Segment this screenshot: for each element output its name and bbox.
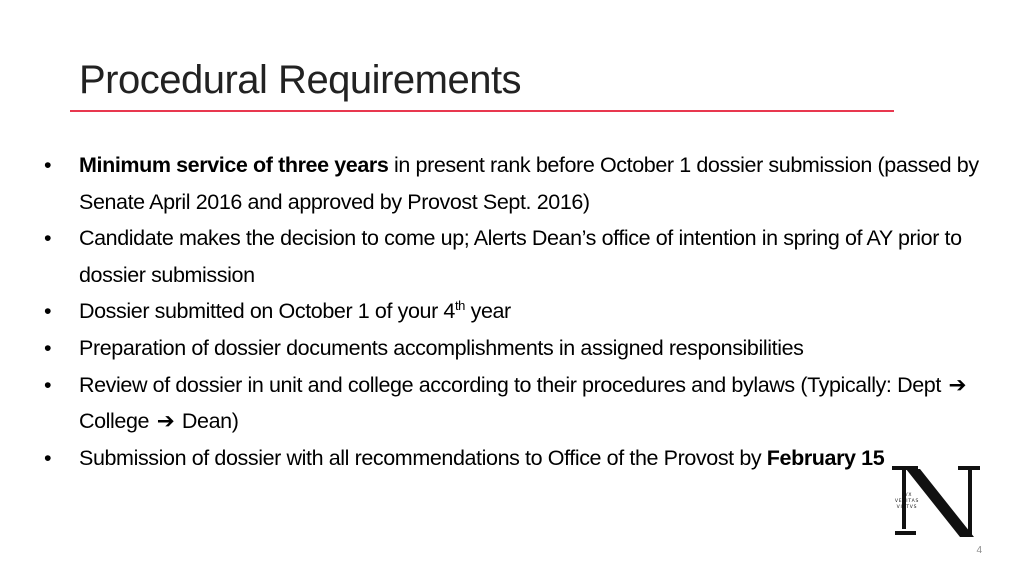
page-number: 4 xyxy=(976,545,982,556)
bullet-icon: • xyxy=(44,226,52,251)
bullet-icon: • xyxy=(44,299,52,324)
logo-motto-line-2: VERITAS xyxy=(894,499,920,504)
bullet-icon: • xyxy=(44,153,52,177)
bullet-text: Preparation of dossier documents accomplishments in assigned responsibilities xyxy=(79,335,804,360)
bullet-item-review xyxy=(44,367,984,440)
bullet-text: Candidate makes the decision to come up; Alerts Dean’s office of intention in spring of AY prior to dossier submission xyxy=(79,226,962,287)
bullet-text: Dossier submitted on October 1 of your 4 xyxy=(79,299,455,324)
logo-right-stem xyxy=(968,467,972,537)
title-underline xyxy=(70,110,894,112)
bullet-item-preparation xyxy=(44,330,984,367)
deadline-date: February 15 xyxy=(766,445,885,470)
bullet-icon: • xyxy=(44,445,52,470)
logo-top-right-serif xyxy=(958,466,980,470)
bullet-item-minimum-service xyxy=(44,147,984,220)
flow-step-dept: (Typically: Dept xyxy=(800,372,941,397)
bullet-item-candidate-decision xyxy=(44,220,984,293)
bullet-item-dossier-submitted xyxy=(44,293,984,330)
flow-step-college: College xyxy=(79,409,150,434)
bullet-text: Submission of dossier with all recommendations to Office of the Provost by xyxy=(79,445,767,470)
logo-bottom-left-serif xyxy=(895,531,916,535)
flow-step-dean: Dean) xyxy=(181,409,239,434)
bullet-text-tail: year xyxy=(465,299,511,324)
bullet-item-submission xyxy=(44,440,984,477)
logo-motto-line-3: VIRTVS xyxy=(896,505,918,510)
logo-motto-line-1: LVX xyxy=(901,493,913,498)
slide-title: Procedural Requirements xyxy=(79,58,522,102)
bullet-icon: • xyxy=(44,335,52,360)
bullet-list xyxy=(44,147,984,476)
bullet-text: in present rank before October 1 dossier submission (passed by Senate April 2016 and approved by Provost Sept. 2016) xyxy=(79,153,979,214)
bullet-text: Review of dossier in unit and college according to their procedures and bylaws xyxy=(79,372,801,397)
bullet-bold-lead: Minimum service of three years xyxy=(79,153,389,177)
ordinal-superscript: th xyxy=(454,298,466,314)
right-arrow-icon: ➔ xyxy=(948,372,967,397)
bullet-icon: • xyxy=(44,372,52,397)
right-arrow-icon: ➔ xyxy=(156,409,175,434)
